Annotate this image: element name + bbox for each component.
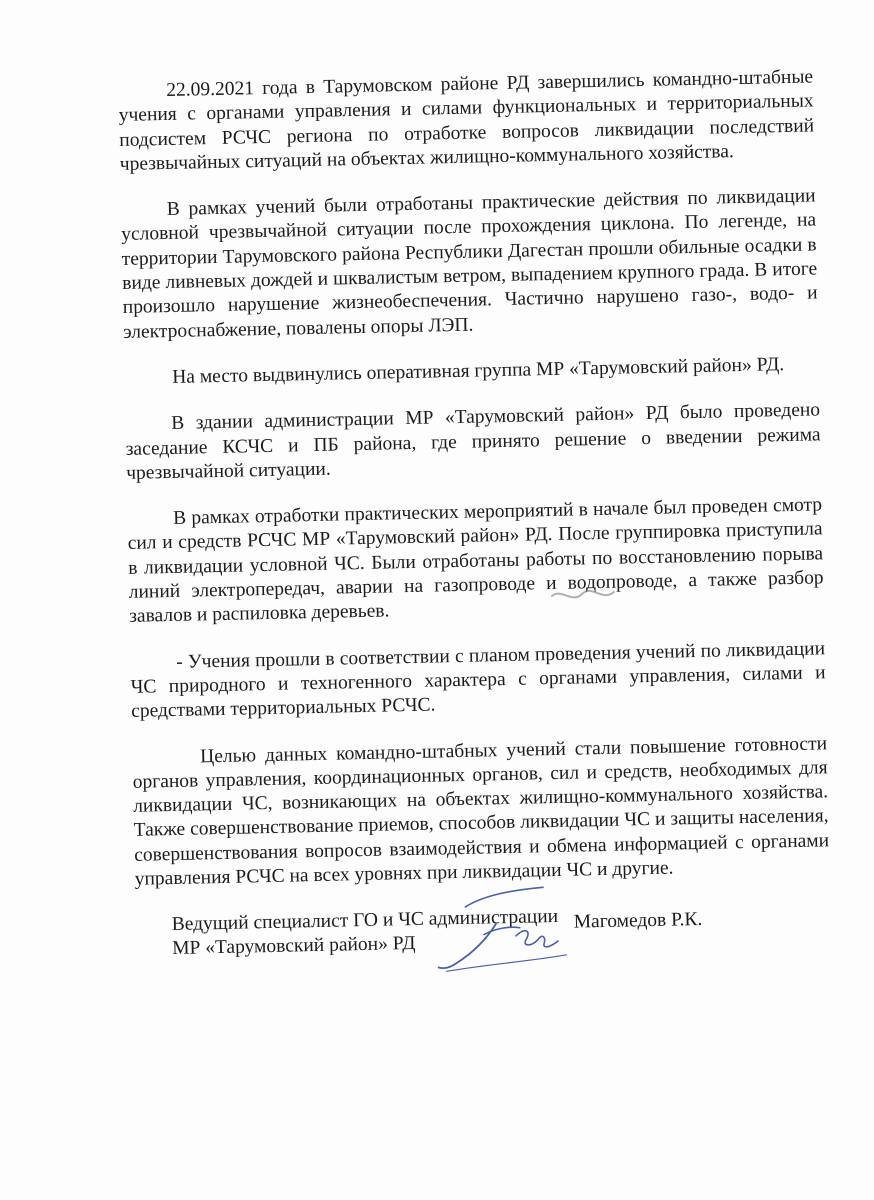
paragraph-kschs-meeting: В здании администрации МР «Тарумовский район» РД было проведено заседание КСЧС и ПБ района, где принято решение о введении режима чрезвычайной ситуации. (125, 399, 821, 484)
paragraph-compliance: - Учения прошли в соответствии с планом проведения учений по ликвидации ЧС природного и техногенного характера с органами управления, силами и средствами территориальных РСЧС. (130, 637, 826, 723)
handwritten-signature (425, 883, 577, 976)
paragraph-practical-measures: В рамках отработки практических мероприятий в начале был проведен смотр сил и средств РСЧС МР «Тарумовский район» РД. После группировка приступила в ликвидации условной ЧС. Были отработаны работы по восстановлению порыва линий электропередач, аварии на газопроводе и водопроводе, а также разбор завалов и распиловка деревьев. (127, 494, 824, 628)
paragraph-intro: 22.09.2021 года в Тарумовском районе РД завершились командно-штабные учения с органами управления и силами функциональных и территориальных подсистем РСЧС региона по отработке вопросов ликвидации последствий чрезвычайных ситуаций на объектах жилищно-коммунального хозяйства. (118, 66, 815, 175)
ink-smudge (548, 586, 618, 606)
paragraph-goals: Целью данных командно-штабных учений стали повышение готовности органов управления, координационных органов, сил и средств, необходимых для ликвидации ЧС, возникающих на объектах жилищно-коммунального хозяйства. Также совершенствование приемов, способов ликвидации ЧС и защиты населения, совершенствования вопросов взаимодействия и обмена информацией с органами управления РСЧС на всех уровнях при ликвидации ЧС и другие. (132, 732, 830, 890)
signatory-position-line1: Ведущий специалист ГО и ЧС администрации (171, 906, 559, 936)
document-body (118, 65, 832, 994)
paragraph-exercise-scenario: В рамках учений были отработаны практические действия по ликвидации условной чрезвычайной ситуации после прохождения циклона. По легенде, на территории Тарумовского района Республики Дагестан прошли обильные осадки в виде ливневых дождей и шквалистым ветром, выпадением крупного града. В итоге произошло нарушение жизнеобеспечения. Частично нарушено газо-, водо- и электроснабжение, повалены опоры ЛЭП. (121, 185, 818, 343)
signatory-name: Магомедов Р.К. (573, 909, 703, 933)
signatory-position-line2: МР «Тарумовский район» РД (171, 933, 416, 960)
signature-block (135, 900, 832, 995)
paragraph-operational-group: На место выдвинулись оперативная группа МР «Тарумовский район» РД. (172, 354, 785, 388)
